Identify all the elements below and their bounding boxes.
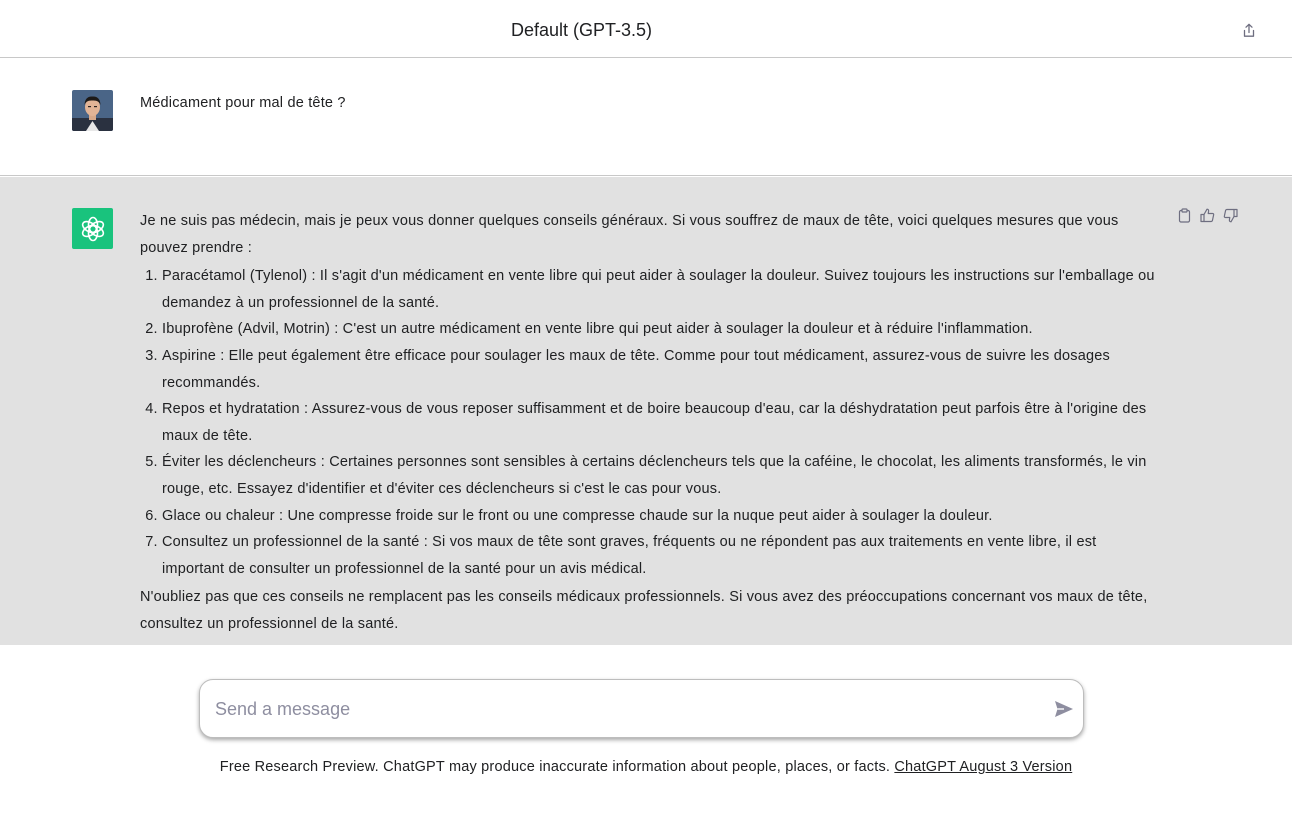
thumbs-down-icon	[1223, 208, 1238, 223]
version-link[interactable]: ChatGPT August 3 Version	[894, 759, 1073, 775]
user-avatar	[72, 90, 113, 131]
copy-button[interactable]	[1176, 207, 1193, 224]
share-button[interactable]	[1240, 21, 1258, 39]
assistant-intro: Je ne suis pas médecin, mais je peux vous donner quelques conseils généraux. Si vous souffrez de maux de tête, voici quelques mesures que vous pouvez prendre :	[140, 213, 1119, 256]
message-composer	[199, 679, 1084, 738]
list-item: 1. Paracétamol (Tylenol) : Il s'agit d'un médicament en vente libre qui peut aider à soulager la douleur. Suivez toujours les instructions sur l'emballage ou demandez à un professionnel de la santé.	[162, 263, 1155, 316]
send-icon	[1054, 700, 1074, 718]
advice-list	[140, 263, 1155, 582]
assistant-outro: N'oubliez pas que ces conseils ne remplacent pas les conseils médicaux professionnels. Si vous avez des préoccupations concernant vos maux de tête, consultez un professionnel de la santé.	[140, 589, 1148, 632]
message-input[interactable]	[215, 694, 1035, 724]
thumbs-down-button[interactable]	[1222, 207, 1239, 224]
assistant-message-row	[0, 177, 1292, 645]
user-message-row	[0, 58, 1292, 176]
share-icon	[1242, 23, 1256, 38]
list-item: 4. Repos et hydratation : Assurez-vous de vous reposer suffisamment et de boire beaucoup d'eau, car la déshydratation peut parfois être à l'origine des maux de tête.	[162, 396, 1155, 449]
footer-disclaimer	[0, 759, 1292, 775]
clipboard-icon	[1178, 208, 1191, 223]
send-button[interactable]	[1052, 697, 1076, 721]
assistant-message-text	[140, 208, 1155, 638]
list-item: 6. Glace ou chaleur : Une compresse froide sur le front ou une compresse chaude sur la nuque peut aider à soulager la douleur.	[162, 503, 1155, 530]
thumbs-up-button[interactable]	[1199, 207, 1216, 224]
list-item: 2. Ibuprofène (Advil, Motrin) : C'est un autre médicament en vente libre qui peut aider à soulager la douleur et à réduire l'inflammation.	[162, 316, 1155, 343]
top-bar	[0, 0, 1292, 58]
message-actions	[1176, 207, 1239, 224]
thumbs-up-icon	[1200, 208, 1215, 223]
disclaimer-text: Free Research Preview. ChatGPT may produce inaccurate information about people, places, or facts.	[219, 759, 891, 775]
list-item: 7. Consultez un professionnel de la santé : Si vos maux de tête sont graves, fréquents ou ne répondent pas aux traitements en vente libre, il est important de consulter un professionnel de la santé pour un avis médical.	[162, 529, 1155, 582]
openai-logo-icon	[72, 208, 113, 249]
list-item: 3. Aspirine : Elle peut également être efficace pour soulager les maux de tête. Comme pour tout médicament, assurez-vous de suivre les dosages recommandés.	[162, 343, 1155, 396]
model-title[interactable]: Default (GPT-3.5)	[510, 20, 653, 40]
user-message-text: Médicament pour mal de tête ?	[140, 95, 346, 111]
list-item: 5. Éviter les déclencheurs : Certaines personnes sont sensibles à certains déclencheurs tels que la caféine, le chocolat, les aliments transformés, le vin rouge, etc. Essayez d'identifier et d'éviter ces déclencheurs si c'est le cas pour vous.	[162, 449, 1155, 502]
